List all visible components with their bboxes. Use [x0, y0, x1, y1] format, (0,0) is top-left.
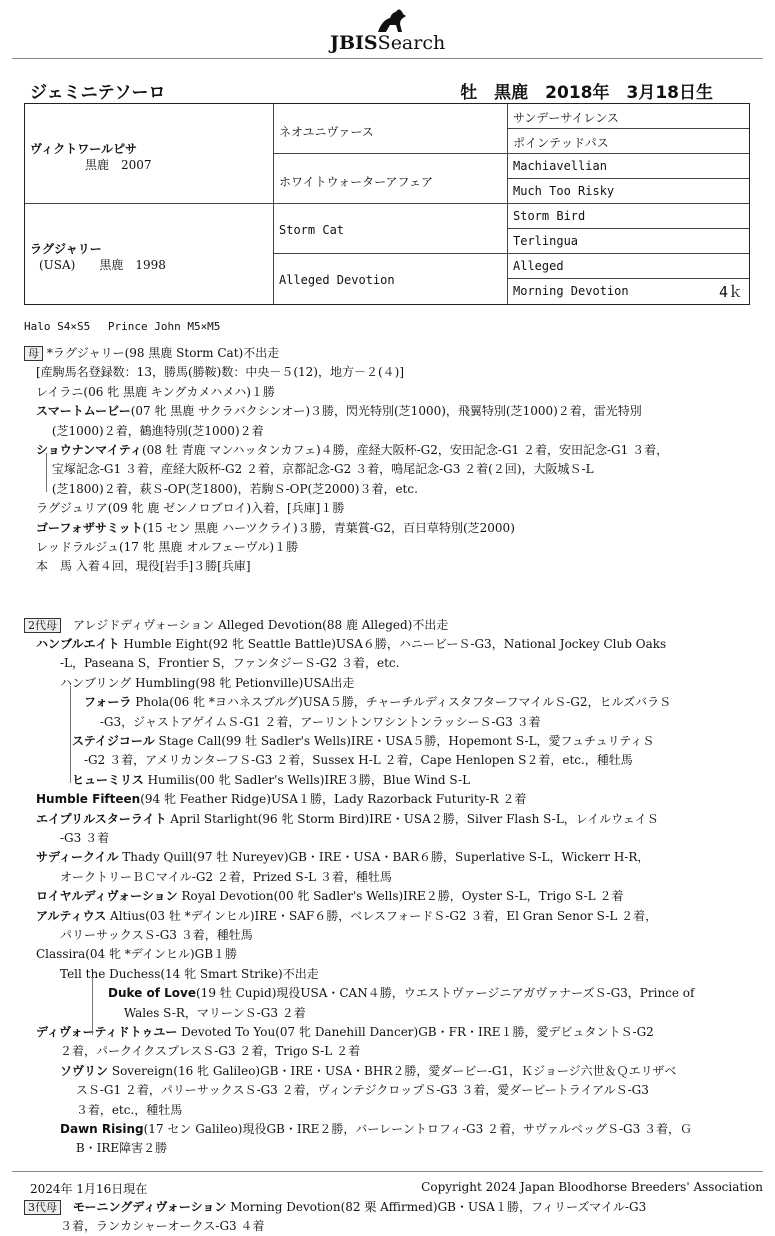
notable-horse-name[interactable]: アルティウス: [36, 908, 107, 923]
dam-detail: (USA) 黒鹿 1998: [39, 258, 166, 272]
family-line: 本 馬 入着４回，現役[岩手]３勝[兵庫]: [24, 559, 251, 574]
family-line: ステイジコール Stage Call(99 牡 Sadler's Wells)IRE・USA５勝，Hopemont S-L，愛フュチュリティＳ: [72, 734, 655, 748]
family-line: Dawn Rising(17 セン Galileo)現役GB・IRE２勝，バーレーントロフィ-G3 ２着，サヴァルベッグＳ-G3 ３着，Ｇ: [60, 1122, 693, 1136]
family-line: 宝塚記念-G1 ３着，産経大阪杯-G2 ２着，京都記念-G2 ３着，鳴尾記念-G3 ２着(２回)，大阪城Ｓ-L: [24, 462, 594, 477]
indent-guide: [46, 453, 47, 492]
family-line: 母 *ラグジャリー(98 黒鹿 Storm Cat)不出走: [24, 344, 279, 363]
generation-label: 2代母: [24, 618, 61, 633]
family-line: 2代母 アレジドディヴォーション Alleged Devotion(88 鹿 Alleged)不出走: [24, 616, 448, 635]
family-line: -G2 ３着，アメリカンターフＳ-G3 ２着，Sussex H-L ２着，Cape Henlopen S２着，etc.，種牡馬: [24, 753, 633, 768]
notable-horse-name[interactable]: ヒューミリス: [72, 772, 144, 787]
family-line: Duke of Love(19 牡 Cupid)現役USA・CAN４勝，ウエストヴァージニアガヴァナーズＳ-G3，Prince of: [108, 986, 695, 1001]
horse-info: 牡 黒鹿 2018年 3月18日生: [460, 83, 713, 103]
family-line: レッドラルジュ(17 牝 黒鹿 オルフェーヴル)１勝: [24, 540, 299, 554]
sire-detail: 黒鹿 2007: [85, 158, 152, 172]
pedigree-gen3-cell: Morning Devotion 4ｋ: [513, 283, 743, 301]
inbreeding-note: 4ｋ: [718, 283, 743, 301]
horse-header: [30, 78, 745, 102]
notable-horse-name[interactable]: サディークイル: [36, 850, 119, 865]
notable-horse-name[interactable]: Dawn Rising: [60, 1122, 144, 1136]
family-line: スＳ-G1 ２着，パリーサックスＳ-G3 ２着，ヴィンテジクロップＳ-G3 ３着，愛ダービートライアルＳ-G3: [24, 1083, 649, 1098]
pedigree-gen2-cell: Storm Cat: [274, 204, 508, 254]
inbreeding-summary: Halo S4×S5 Prince John M5×M5: [24, 320, 221, 333]
family-line: ３着，ランカシャーオークス-G3 ４着: [24, 1219, 265, 1233]
footer-divider: [12, 1171, 763, 1172]
family-line: オークトリーＢＣマイル-G2 ２着，Prized S-L ３着，種牡馬: [24, 869, 392, 884]
notable-horse-name[interactable]: フォーラ: [84, 695, 132, 710]
jbis-logo[interactable]: [330, 8, 460, 54]
pedigree-gen3-cell: Machiavellian: [508, 154, 749, 179]
family-line: 3代母 モーニングディヴォーション Morning Devotion(82 栗 Affirmed)GB・USA１勝，フィリーズマイル-G3: [24, 1198, 646, 1217]
pedigree-gen2-cell: Alleged Devotion: [274, 254, 508, 304]
family-line: Classira(04 牝 *デインヒル)GB１勝: [24, 947, 238, 962]
dam-name[interactable]: ラグジャリー: [30, 242, 102, 256]
family-line: レイラニ(06 牝 黒鹿 キングカメハメハ)１勝: [24, 384, 275, 399]
sire-name[interactable]: ヴィクトワールピサ: [30, 142, 138, 156]
family-line: -G3，ジャストアゲイムＳ-G1 ２着，アーリントンワシントンラッシーＳ-G3 ３着: [24, 714, 541, 729]
pedigree-gen2-cell: ホワイトウォーターアフェア: [274, 154, 508, 204]
family-line: ハンブルエイト Humble Eight(92 牝 Seattle Battle)USA６勝，ハニービーＳ-G3，National Jockey Club Oaks: [36, 637, 667, 651]
family-line: ロイヤルディヴォーション Royal Devotion(00 牝 Sadler's Wells)IRE２勝，Oyster S-L，Trigo S-L ２着: [36, 889, 624, 904]
notable-horse-name[interactable]: ゴーフォザサミット: [36, 520, 143, 535]
notable-horse-name[interactable]: モーニングディヴォーション: [73, 1199, 227, 1214]
notable-horse-name[interactable]: ソヴリン: [60, 1063, 109, 1078]
notable-horse-name[interactable]: Duke of Love: [108, 986, 196, 1001]
pedigree-dam-cell: [25, 204, 274, 304]
notable-horse-name[interactable]: Humble Fifteen: [36, 792, 141, 807]
family-line: アルティウス Altius(03 牡 *デインヒル)IRE・SAF６勝，ベレスフォードＳ-G2 ３着，El Gran Senor S-L ２着，: [36, 908, 658, 923]
family-line: サディークイル Thady Quill(97 牡 Nureyev)GB・IRE・USA・BAR６勝，Superlative S-L，Wickerr H-R，: [36, 850, 650, 865]
family-line: ２着，パークイクスプレスＳ-G3 ２着，Trigo S-L ２着: [24, 1044, 361, 1059]
notable-horse-name[interactable]: ハンブルエイト: [36, 637, 120, 651]
horse-name: ジェミニテソーロ: [30, 83, 166, 103]
notable-horse-name[interactable]: ロイヤルディヴォーション: [36, 889, 178, 904]
family-line: フォーラ Phola(06 牝 *ヨハネスブルグ)USA５勝，チャーチルディスタフターフマイルＳ-G2，ヒルズバラＳ: [84, 695, 672, 710]
family-line: (芝1800)２着，萩Ｓ-OP(芝1800)，若駒Ｓ-OP(芝2000)３着，etc.: [24, 481, 418, 496]
family-line: Wales S-R，マリーンＳ-G3 ２着: [24, 1005, 306, 1020]
notable-horse-name[interactable]: スマートムービー: [36, 404, 131, 419]
pedigree-gen3-cell: Alleged: [508, 254, 749, 279]
family-line: Humble Fifteen(94 牝 Feather Ridge)USA１勝，Lady Razorback Futurity-R ２着: [36, 792, 527, 807]
family-line: [産駒馬名登録数：13，勝馬(勝鞍)数：中央－５(12)，地方－２(４)]: [24, 365, 404, 380]
family-line: (芝1000)２着，鶴進特別(芝1000)２着: [24, 423, 264, 438]
footer-copyright: Copyright 2024 Japan Bloodhorse Breeders' Association: [421, 1180, 763, 1194]
family-line: -G3 ３着: [24, 831, 110, 845]
family-line: ハンブリング Humbling(98 牝 Petionville)USA出走: [24, 675, 355, 690]
footer-date: 2024年 1月16日現在: [30, 1182, 148, 1196]
pedigree-gen3-cell: Terlingua: [508, 229, 749, 254]
family-line: -L，Paseana S，Frontier S，ファンタジーＳ-G2 ３着，etc.: [24, 656, 400, 671]
notable-horse-name[interactable]: ステイジコール: [72, 734, 155, 748]
generation-label: 3代母: [24, 1200, 61, 1215]
family-line: ゴーフォザサミット(15 セン 黒鹿 ハーツクライ)３勝，青葉賞-G2，百日草特別(芝2000): [36, 520, 515, 535]
pedigree-gen3-cell: Storm Bird: [508, 204, 749, 229]
family-line: パリーサックスＳ-G3 ３着，種牡馬: [24, 928, 253, 942]
pedigree-table: [24, 103, 750, 305]
pedigree-gen3-cell: Much Too Risky: [508, 179, 749, 204]
generation-label: 母: [24, 346, 43, 361]
notable-horse-name[interactable]: ディヴォーティドトゥユー: [36, 1025, 178, 1039]
family-line: ソヴリン Sovereign(16 牝 Galileo)GB・IRE・USA・BHR２勝，愛ダービー-G1，Ｋジョージ六世＆Ｑエリザベ: [60, 1063, 677, 1078]
pedigree-gen3-cell: ポインテッドパス: [508, 129, 749, 154]
family-line: エイプリルスターライト April Starlight(96 牝 Storm Bird)IRE・USA２勝，Silver Flash S-L，レイルウェイＳ: [36, 811, 659, 826]
horse-jockey-icon: [372, 8, 414, 34]
family-line: Tell the Duchess(14 牝 Smart Strike)不出走: [24, 966, 319, 981]
family-line: ラグジュリア(09 牝 鹿 ゼンノロブロイ)入着，[兵庫]１勝: [24, 501, 345, 516]
pedigree-sire-cell: [25, 104, 274, 204]
top-divider: [12, 58, 763, 59]
family-line: ３着，etc.，種牡馬: [24, 1102, 183, 1117]
family-line: スマートムービー(07 牝 黒鹿 サクラバクシンオー)３勝，閃光特別(芝1000)，飛翼特別(芝1000)２着，雷光特別: [36, 404, 642, 419]
family-line: ディヴォーティドトゥユー Devoted To You(07 牝 Danehill Dancer)GB・FR・IRE１勝，愛デビュタントＳ-G2: [36, 1025, 654, 1039]
notable-horse-name[interactable]: エイプリルスターライト: [36, 811, 167, 826]
pedigree-gen2-cell: ネオユニヴァース: [274, 104, 508, 154]
notable-horse-name[interactable]: ショウナンマイティ: [36, 443, 142, 457]
pedigree-gen3-cell: サンデーサイレンス: [508, 104, 749, 129]
indent-guide: [70, 686, 71, 783]
logo-text: JBISSearch: [330, 32, 446, 54]
family-line: ヒューミリス Humilis(00 牝 Sadler's Wells)IRE３勝，Blue Wind S-L: [72, 772, 471, 787]
family-line: B・IRE障害２勝: [24, 1141, 168, 1156]
indent-guide: [92, 977, 93, 1035]
family-line: ショウナンマイティ(08 牡 青鹿 マンハッタンカフェ)４勝，産経大阪杯-G2，安田記念-G1 ２着，安田記念-G1 ３着，: [36, 443, 669, 457]
